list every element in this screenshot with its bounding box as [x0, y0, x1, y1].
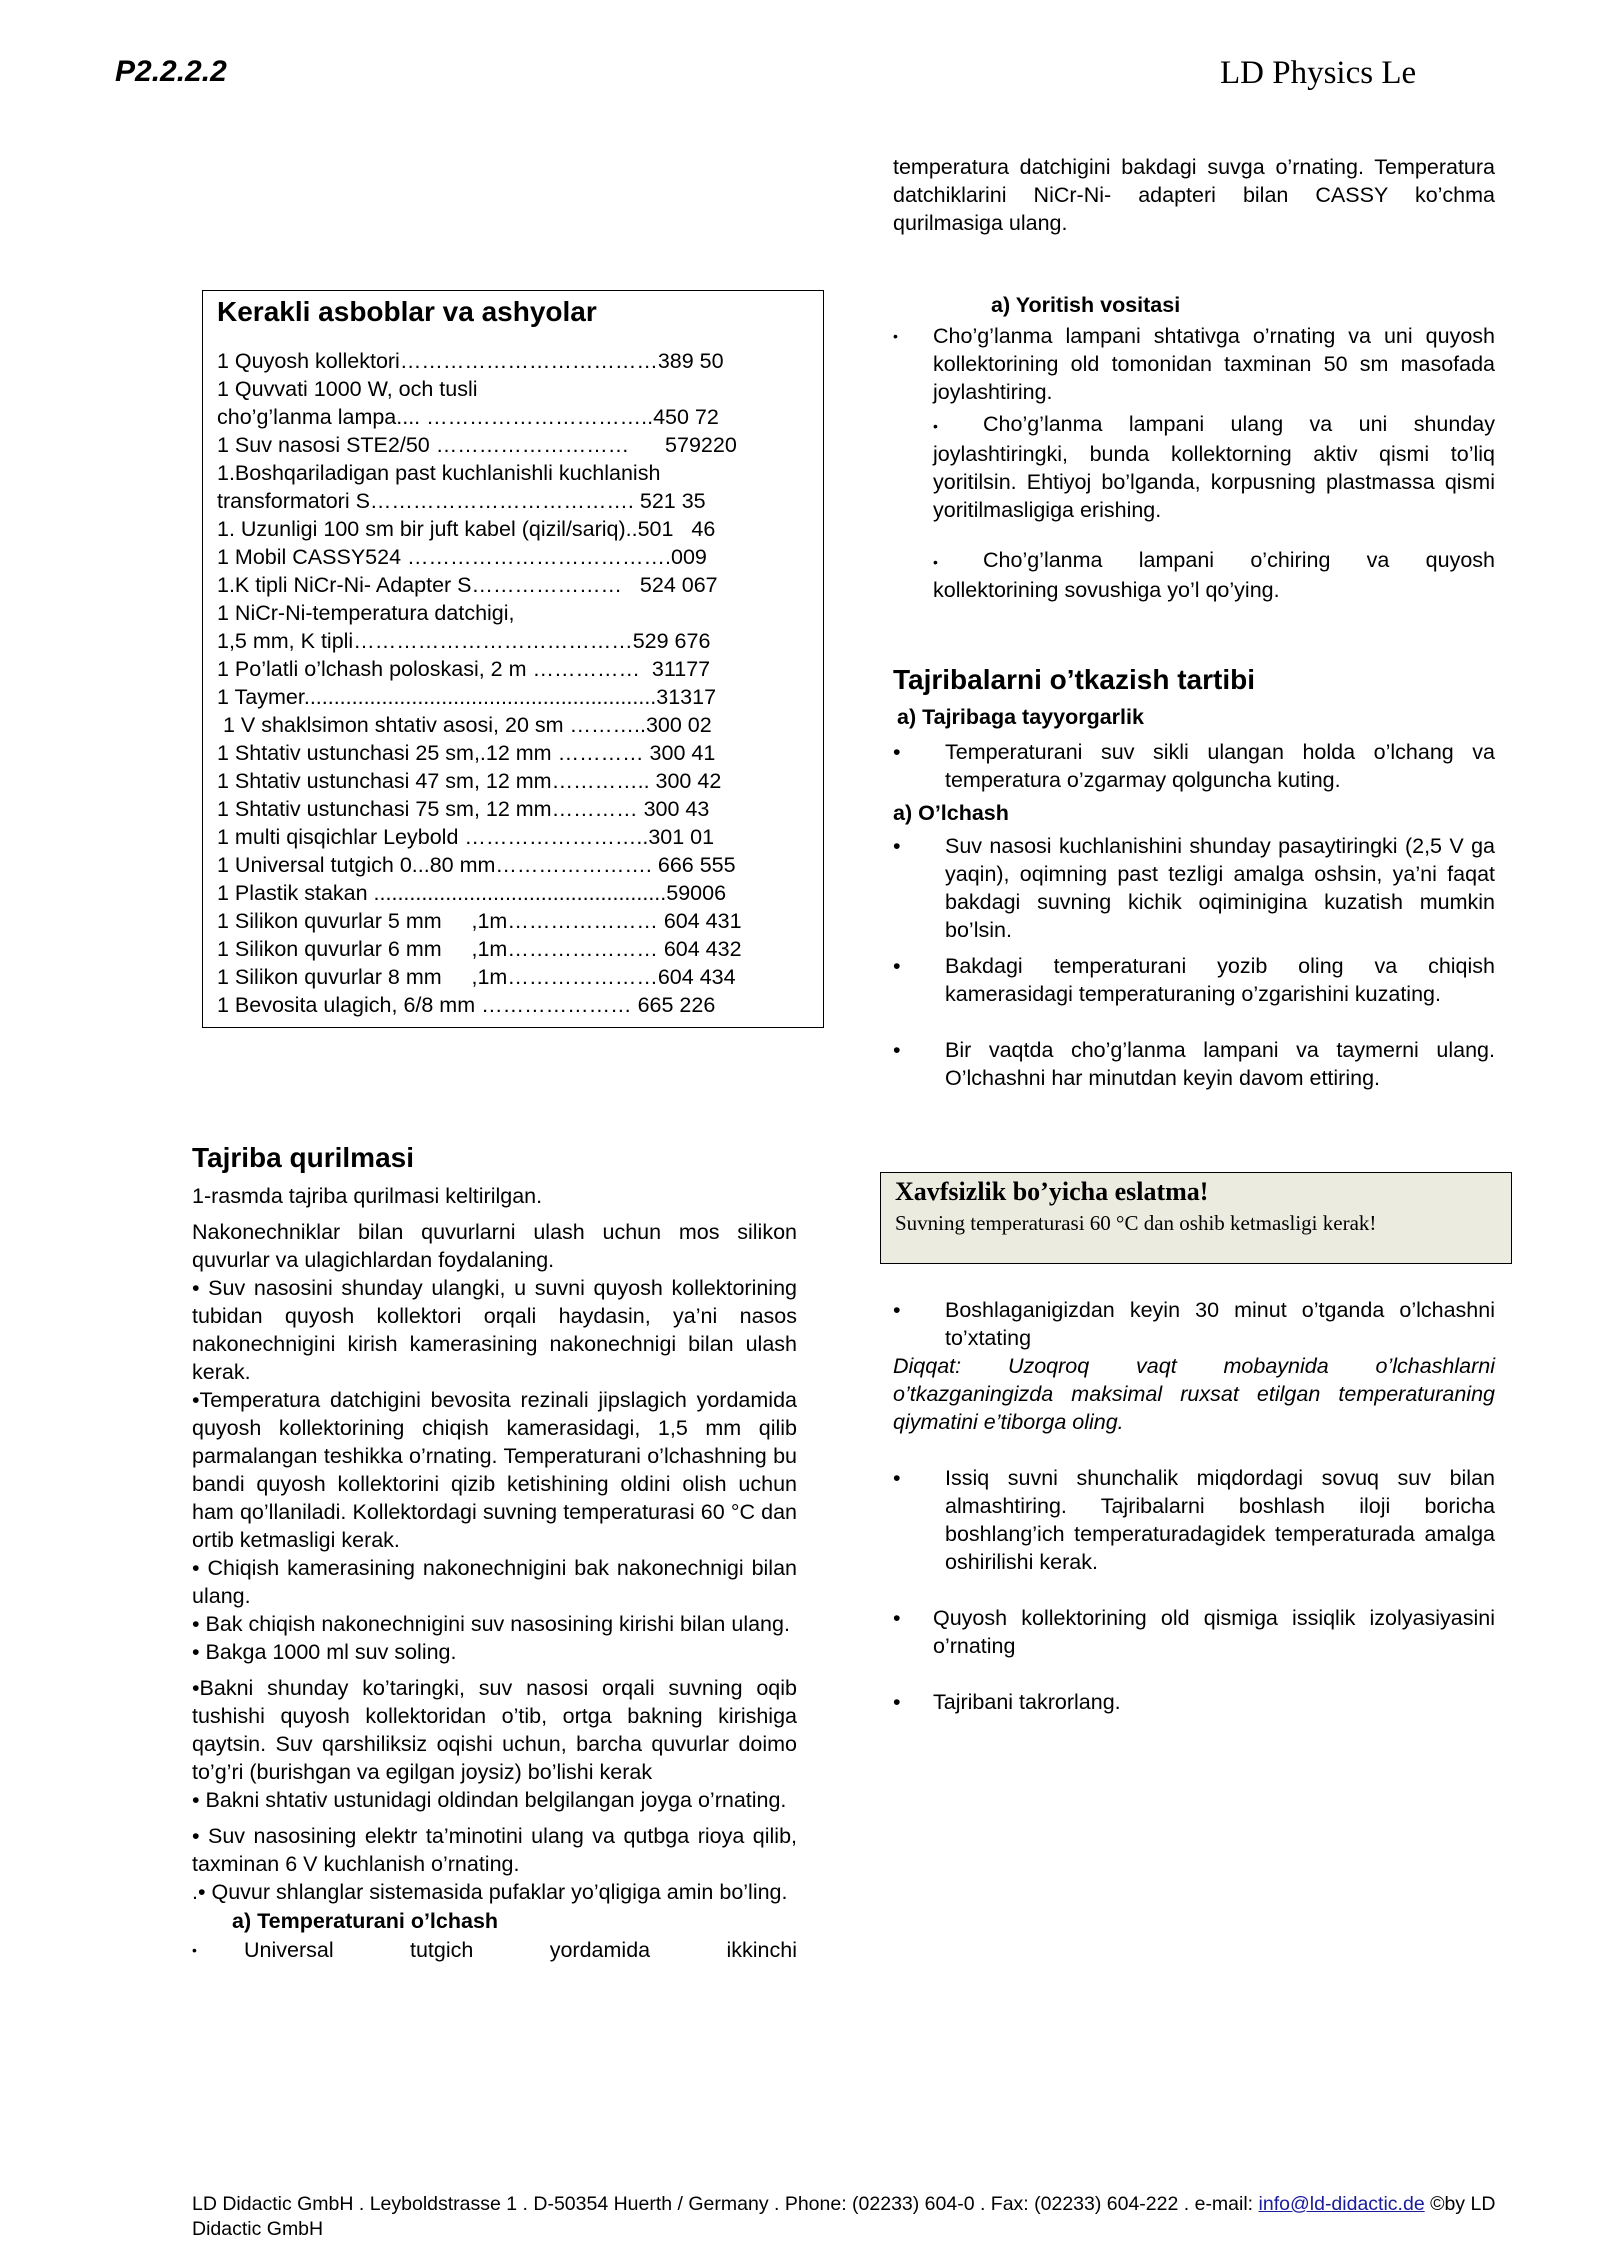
equipment-box — [202, 290, 824, 1028]
lighting-item-text: • Cho’g’lanma lampani o’chiring va quyosh kollektorining sovushiga yo’l qo’ying. — [933, 548, 1495, 602]
equipment-item: 1 NiCr-Ni-temperatura datchigi, — [217, 601, 515, 625]
equipment-item: 1 Taymer...........................................................31317 — [217, 685, 717, 709]
bullet-mark: • — [893, 834, 901, 858]
equipment-item: 1.Boshqariladigan past kuchlanishli kuchlanish — [217, 461, 661, 485]
after-item-text: Tajribani takrorlang. — [933, 1690, 1121, 1714]
temperature-bullet — [192, 1936, 797, 1964]
lighting-item-text: • Cho’g’lanma lampani ulang va uni shunday joylashtiringki, bunda kollektorning aktiv qismi to’liq yoritilsin. Ehtiyoj bo’lganda, korpusning plastmassa qismi yoritilmasligiga erishing. — [933, 412, 1495, 522]
equipment-item: 1 Quvvati 1000 W, och tusli — [217, 377, 478, 401]
equipment-item: 1 Bevosita ulagich, 6/8 mm ………………… 665 226 — [217, 993, 716, 1017]
measurement-item-text: Bir vaqtda cho’g’lanma lampani va taymerni ulang. O’lchashni har minutdan keyin davom ettiring. — [945, 1038, 1495, 1090]
equipment-item: 1 Shtativ ustunchasi 25 sm,.12 mm ………… 300 41 — [217, 741, 716, 765]
document-code: P2.2.2.2 — [115, 55, 227, 88]
footer-text: LD Didactic GmbH . Leyboldstrasse 1 . D-50354 Huerth / Germany . Phone: (02233) 604-0 . Fax: (02233) 604-222 . e-mail: — [192, 2193, 1259, 2215]
attention-note: Diqqat: Uzoqroq vaqt mobaynida o’lchashlarni o’tkazganingizda maksimal ruxsat etilgan temperaturaning qiymatini e’tiborga oling. — [893, 1354, 1495, 1434]
lighting-item-text: Cho’g’lanma lampani shtativga o’rnating va uni quyosh kollektorining old tomonidan taxminan 50 sm masofada joylashtiring. — [933, 324, 1495, 404]
safety-text: Suvning temperaturasi 60 °C dan oshib ketmasligi kerak! — [895, 1211, 1377, 1235]
bullet-mark: • — [893, 1606, 901, 1630]
safety-note-box — [880, 1172, 1512, 1264]
footer-copyright: ©by LD Didactic GmbH — [192, 2193, 1496, 2240]
bullet-mark: • — [893, 954, 901, 978]
bullet-mark: • — [893, 328, 898, 344]
setup-line: • Bak chiqish nakonechnigini suv nasosining kirishi bilan ulang. — [192, 1612, 790, 1636]
temperature-heading: a) Temperaturani o’lchash — [232, 1909, 499, 1933]
after-item — [893, 1604, 1495, 1660]
bullet-mark: • — [893, 1690, 901, 1714]
lighting-heading: a) Yoritish vositasi — [991, 293, 1181, 317]
lighting-item — [893, 322, 1495, 406]
temperature-bullet-text: Universal tutgich yordamida ikkinchi — [244, 1938, 797, 1962]
setup-intro: 1-rasmda tajriba qurilmasi keltirilgan. — [192, 1184, 543, 1208]
page-footer — [192, 2192, 1512, 2242]
footer-email-link[interactable]: info@ld-didactic.de — [1258, 2193, 1425, 2215]
setup-paragraph: •Bakni shunday ko’taringki, suv nasosi orqali suvning oqib tushishi quyosh kollektoridan o’tib, ortga bakning kirishiga qaytsin. Suv qarshiliksiz oqishi uchun, barcha quvurlar doimo to’g’ri (burishgan va egilgan joysiz) bo’lishi kerak — [192, 1676, 797, 1784]
bullet-mark: • — [893, 740, 901, 764]
equipment-item: 1 Silikon quvurlar 6 mm ,1m………………… 604 432 — [217, 937, 742, 961]
setup-paragraph: Nakonechniklar bilan quvurlarni ulash uchun mos silikon quvurlar va ulagichlardan foydalaning. — [192, 1220, 797, 1272]
continuation-text: temperatura datchigini bakdagi suvga o’rnating. Temperatura datchiklarini NiCr-Ni- adapteri bilan CASSY ko’chma qurilmasiga ulang. — [893, 155, 1495, 235]
equipment-item: 1 multi qisqichlar Leybold ……………………..301 01 — [217, 825, 715, 849]
brand-header: LD Physics Le — [1220, 55, 1417, 91]
setup-title: Tajriba qurilmasi — [192, 1142, 414, 1173]
measurement-item — [893, 832, 1495, 944]
preparation-heading: a) Tajribaga tayyorgarlik — [897, 705, 1144, 729]
setup-paragraph: .• Quvur shlanglar sistemasida pufaklar yo’qligiga amin bo’ling. — [192, 1880, 788, 1904]
equipment-item: 1 Mobil CASSY524 ……………………………….009 — [217, 545, 707, 569]
after-section — [893, 1296, 1495, 1716]
setup-paragraph: • Suv nasosining elektr ta’minotini ulang va qutbga rioya qilib, taxminan 6 V kuchlanish o’rnating. — [192, 1824, 797, 1876]
equipment-item: 1 Plastik stakan .................................................59006 — [217, 881, 727, 905]
equipment-item: 1. Uzunligi 100 sm bir juft kabel (qizil/sariq)..501 46 — [217, 517, 716, 541]
after-item — [893, 1296, 1495, 1352]
preparation-item-text: Temperaturani suv sikli ulangan holda o’lchang va temperatura o’zgarmay qolguncha kuting. — [945, 740, 1495, 792]
bullet-mark: • — [893, 1038, 901, 1062]
bullet-mark: • — [893, 1466, 901, 1490]
setup-line: • Suv nasosini shunday ulangki, u suvni quyosh kollektorining tubidan quyosh kollektori orqali haydasin, ya’ni nasos nakonechnigini kirish kamerasining nakonechnigi bilan ulash kerak. — [192, 1276, 797, 1384]
procedure-title: Tajribalarni o’tkazish tartibi — [893, 664, 1256, 695]
setup-line: • Bakga 1000 ml suv soling. — [192, 1640, 457, 1664]
equipment-item: 1 V shaklsimon shtativ asosi, 20 sm ………..300 02 — [217, 713, 712, 737]
equipment-item: 1 Silikon quvurlar 5 mm ,1m………………… 604 431 — [217, 909, 742, 933]
bullet-mark: • — [933, 554, 938, 570]
lighting-section — [893, 290, 1495, 604]
measurement-item-text: Suv nasosi kuchlanishini shunday pasaytiringki (2,5 V ga yaqin), oqimning past tezligi amalga oshsin, ya’ni faqat bakdagi suvning kichik oqiminigina kuzatish mumkin bo’lsin. — [945, 834, 1495, 942]
lighting-item — [893, 546, 1495, 604]
equipment-item: 1 Suv nasosi STE2/50 ……………………… 579220 — [217, 433, 737, 457]
measurement-item-text: Bakdagi temperaturani yozib oling va chiqish kamerasidagi temperaturaning o’zgarishini kuzating. — [945, 954, 1495, 1006]
setup-paragraph: • Bakni shtativ ustunidagi oldindan belgilangan joyga o’rnating. — [192, 1788, 787, 1812]
after-item-text: Quyosh kollektorining old qismiga issiqlik izolyasiyasini o’rnating — [933, 1606, 1495, 1658]
safety-title: Xavfsizlik bo’yicha eslatma! — [895, 1177, 1209, 1206]
equipment-item: 1 Quyosh kollektori………………………………389 50 — [217, 349, 724, 373]
equipment-item: 1 Shtativ ustunchasi 47 sm, 12 mm………….. 300 42 — [217, 769, 722, 793]
measurement-item — [893, 952, 1495, 1008]
bullet-mark: • — [192, 1942, 197, 1958]
equipment-title: Kerakli asboblar va ashyolar — [217, 296, 597, 327]
equipment-item: 1 Shtativ ustunchasi 75 sm, 12 mm………… 300 43 — [217, 797, 710, 821]
procedure-section — [893, 662, 1495, 1092]
equipment-list — [217, 347, 809, 1019]
setup-section — [192, 1140, 797, 1964]
after-item — [893, 1464, 1495, 1576]
setup-line: • Chiqish kamerasining nakonechnigini bak nakonechnigi bilan ulang. — [192, 1556, 797, 1608]
bullet-mark: • — [893, 1298, 901, 1322]
equipment-item: 1 Silikon quvurlar 8 mm ,1m…………………604 434 — [217, 965, 736, 989]
equipment-item: 1.K tipli NiCr-Ni- Adapter S………………… 524 067 — [217, 573, 718, 597]
equipment-item: 1,5 mm, K tipli…………………………………529 676 — [217, 629, 711, 653]
measurement-item — [893, 1036, 1495, 1092]
equipment-item: transformatori S………………………………. 521 35 — [217, 489, 706, 513]
equipment-item: 1 Universal tutgich 0...80 mm…………………. 666 555 — [217, 853, 736, 877]
lighting-item — [893, 410, 1495, 524]
equipment-item: cho’g’lanma lampa.... …………………………..450 72 — [217, 405, 719, 429]
after-item-text: Boshlaganigizdan keyin 30 minut o’tganda o’lchashni to’xtating — [945, 1298, 1495, 1350]
bullet-mark: • — [933, 418, 938, 434]
after-item-text: Issiq suvni shunchalik miqdordagi sovuq suv bilan almashtiring. Tajribalarni boshlash iloji boricha boshlang’ich temperaturadagidek temperaturada amalga oshirilishi kerak. — [945, 1466, 1495, 1574]
equipment-item: 1 Po’latli o’lchash poloskasi, 2 m …………… 31177 — [217, 657, 711, 681]
preparation-item — [893, 738, 1495, 794]
after-item — [893, 1688, 1495, 1716]
setup-line: •Temperatura datchigini bevosita rezinali jipslagich yordamida quyosh kollektorining chiqish kamerasidagi, 1,5 mm qilib parmalangan teshikka o’rnating. Temperaturani o’lchashning bu bandi quyosh kollektorini qizib ketishining oldini olish uchun ham qo’llaniladi. Kollektordagi suvning temperaturasi 60 °C dan ortib ketmasligi kerak. — [192, 1388, 797, 1552]
measurement-heading: a) O’lchash — [893, 801, 1009, 825]
